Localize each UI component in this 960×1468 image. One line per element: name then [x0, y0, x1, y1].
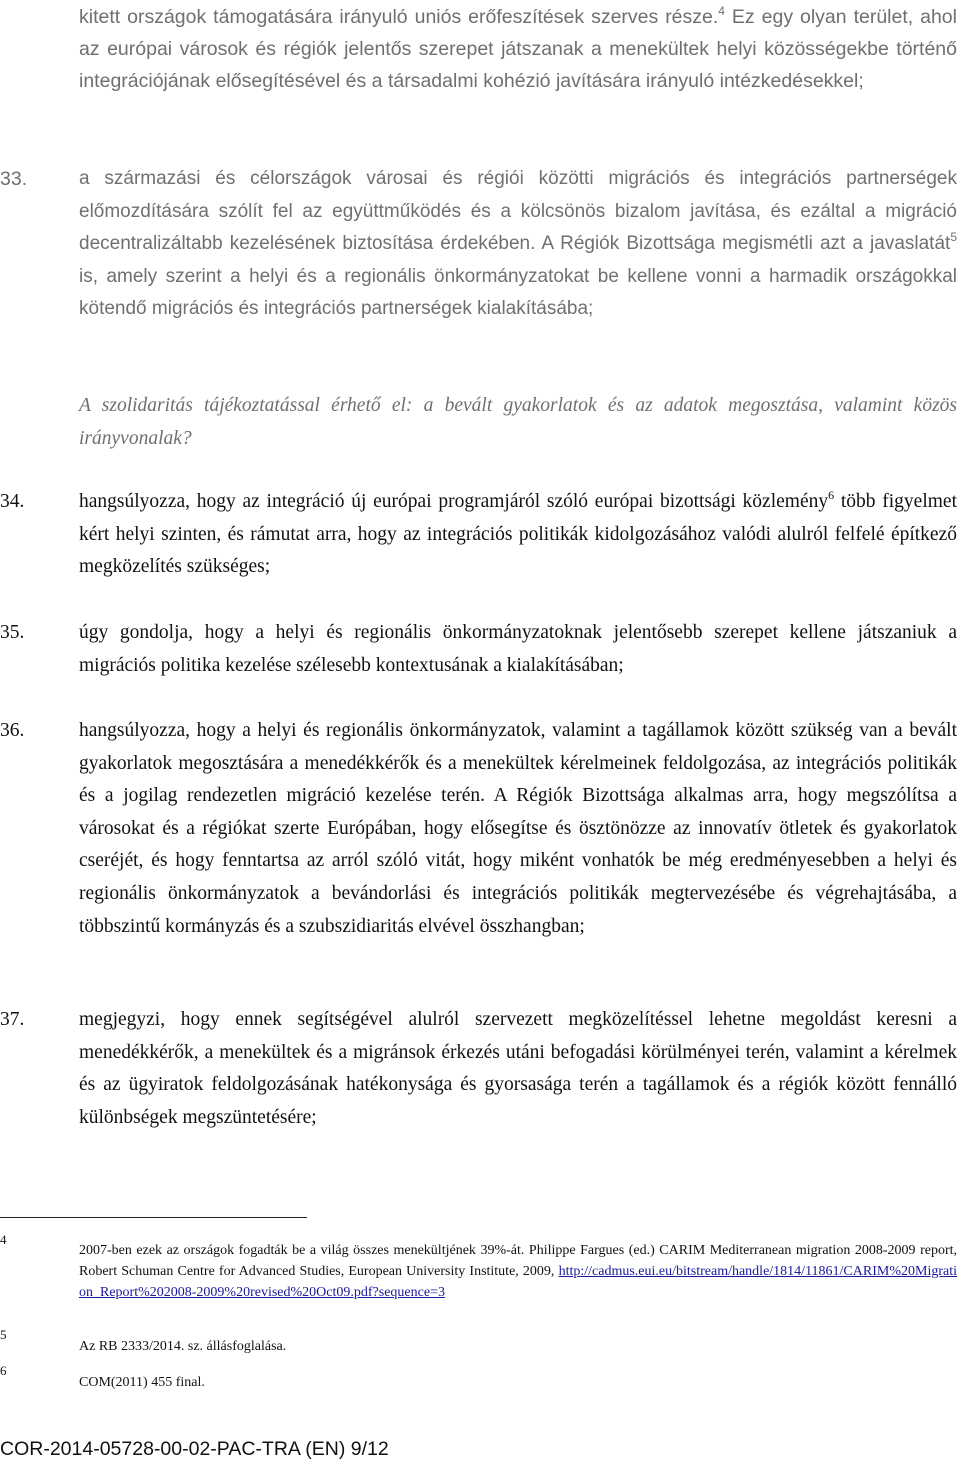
intro-paragraph	[79, 2, 957, 97]
paragraph-text: úgy gondolja, hogy a helyi és regionális önkormányzatoknak jelentősebb szerepet kellene játszaniuk a migrációs politika kezelése szélesebb kontextusának a kialakításában;	[79, 622, 957, 676]
paragraph-number: 36.	[0, 720, 25, 741]
footnote-number: 6	[0, 1363, 7, 1378]
footnote-ref-5[interactable]: 5	[950, 230, 957, 245]
footnote-number: 4	[0, 1232, 7, 1247]
section-heading: A szolidaritás tájékoztatással érhető el: a bevált gyakorlatok és az adatok megosztása, valamint közös irányvonalak?	[79, 395, 957, 449]
footnote-ref-6[interactable]: 6	[828, 488, 835, 502]
intro-text-a: kitett országok támogatására irányuló uniós erőfeszítések szerves része.	[79, 6, 719, 28]
footnote-text	[79, 1240, 957, 1303]
footnote-separator	[0, 1217, 307, 1218]
footnote-4-link[interactable]: http://cadmus.eui.eu/bitstream/handle/1814/11861/CARIM%20Migration_Report%202008-2009%20revised%20Oct09.pdf?sequence=3	[79, 1264, 957, 1300]
paragraph-number: 33.	[0, 168, 28, 190]
paragraph-34-text-b: több figyelmet kért helyi szinten, és rámutat arra, hogy az integrációs politikák kidolgozásához valódi alulról felfelé építkező megközelítés szükséges;	[79, 491, 957, 578]
footnote-ref-4[interactable]: 4	[718, 4, 725, 18]
intro-text-b: Ez egy olyan terület, ahol az európai városok és régiók jelentős szerepet játszanak a menekültek helyi közösségekbe történő integrációjának elősegítésével és a társadalmi kohézió javítására irányuló intézkedésekkel;	[79, 6, 957, 92]
paragraph-number: 34.	[0, 491, 25, 512]
paragraph-34-text-a: hangsúlyozza, hogy az integráció új európai programjáról szóló európai bizottsági közlemény	[79, 491, 829, 512]
footnote-text: Az RB 2333/2014. sz. állásfoglalása.	[79, 1339, 287, 1354]
paragraph-number: 35.	[0, 622, 25, 643]
paragraph-33-text-a: a származási és célországok városai és régiói közötti migrációs és integrációs partnerségek előmozdítására szólít fel az együttműködés és a kölcsönös bizalom javítása, és ezáltal a migráció decentralizáltabb kezelésének biztosítása érdekében. A Régiók Bizottsága megismétli azt a javaslatát	[79, 168, 957, 255]
paragraph-33-text-b: is, amely szerint a helyi és a regionális önkormányzatokat be kellene vonni a harmadik országokkal kötendő migrációs és integrációs partnerségek kialakításába;	[79, 265, 957, 320]
page-footer: COR-2014-05728-00-02-PAC-TRA (EN) 9/12	[0, 1438, 389, 1460]
footnote-4-text: 2007-ben ezek az országok fogadták be a világ összes menekültjének 39%-át. Philippe Fargues (ed.) CARIM Mediterranean migration 2008-2009 report, Robert Schuman Centre for Advanced Studies, European University Institute, 2009,	[79, 1243, 957, 1279]
paragraph-text	[79, 163, 957, 326]
paragraph-number: 37.	[0, 1009, 25, 1030]
paragraph-text: hangsúlyozza, hogy a helyi és regionális önkormányzatok, valamint a tagállamok között szükség van a bevált gyakorlatok megosztására a menedékkérők és a menekültek kérelmeinek feldolgozása, az integrációs politikák és a jogilag rendezetlen migráció kezelése terén. A Régiók Bizottsága alkalmas arra, hogy megszólítsa a városokat és a régiókat szerte Európában, hogy elősegítse és ösztönözze az innovatív ötletek és gyakorlatok cseréjét, és hogy fenntartsa az arról szóló vitát, hogy miként vonhatók be még eredményesebben a helyi és regionális önkormányzatok a bevándorlási és integrációs politikák megtervezésébe és végrehajtásába, a többszintű kormányzás és a szubszidiaritás elvével összhangban;	[79, 720, 957, 937]
footnote-text: COM(2011) 455 final.	[79, 1375, 205, 1390]
paragraph-text	[79, 486, 957, 584]
footnote-number: 5	[0, 1327, 7, 1342]
paragraph-text: megjegyzi, hogy ennek segítségével alulról szervezett megközelítéssel lehetne megoldást keresni a menedékkérők, a menekültek és a migránsok érkezés utáni befogadási körülményei terén, valamint a kérelmek és az ügyiratok feldolgozásának hatékonysága és gyorsasága terén a tagállamok és a régiók között fennálló különbségek megszüntetésére;	[79, 1009, 957, 1128]
